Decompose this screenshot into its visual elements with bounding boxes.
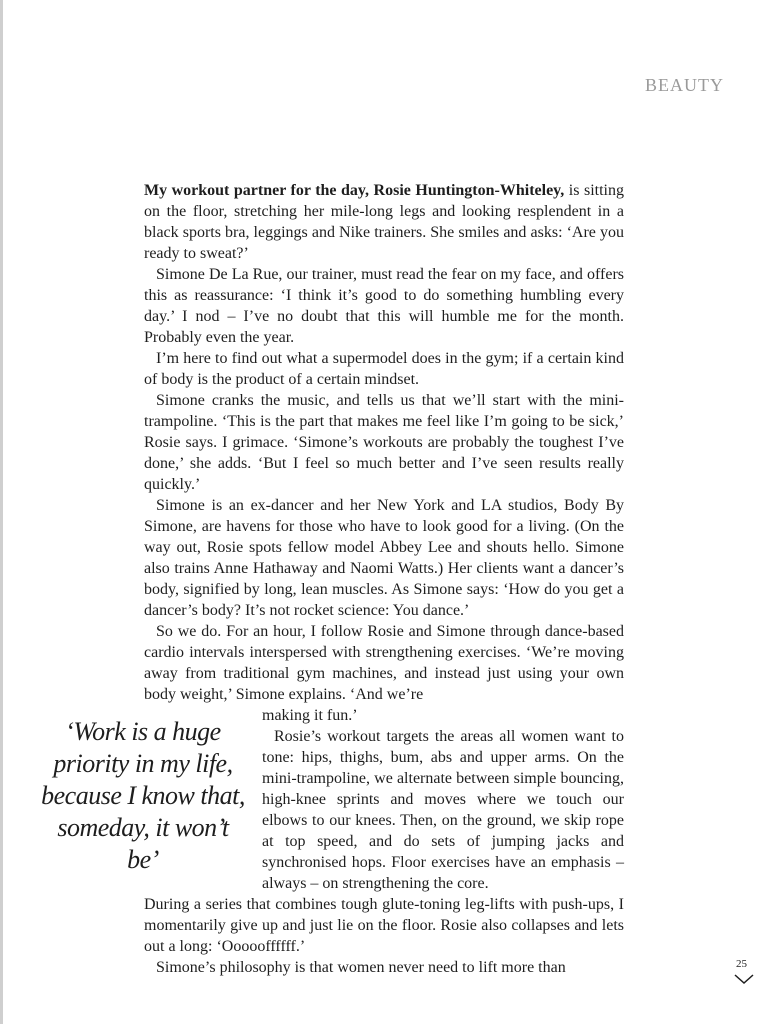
pull-quote: ‘Work is a huge priority in my life, because I know that, someday, it won’t be’ xyxy=(41,717,245,874)
paragraph-7-continued: During a series that combines tough glute-toning leg-lifts with push-ups, I momentarily give up and just lie on the floor. Rosie also collapses and lets out a long: ‘Oooooffffff.’ xyxy=(144,896,624,955)
paragraph-4: Simone cranks the music, and tells us that we’ll start with the mini-trampoline. ‘This is the part that makes me feel like I’m going to be sick,’ Rosie says. I grimace. ‘Simone’s workouts are probably the toughest I’ve done,’ she adds. ‘But I feel so much better and I’ve seen results really quickly.’ xyxy=(144,392,624,493)
paragraph-7: Rosie’s workout targets the areas all women want to tone: hips, thighs, bum, abs and upper arms. On the mini-trampoline, we alternate between simple bouncing, high-knee sprints and moves where we touch our elbows to our knees. Then, on the ground, we skip rope at top speed, and do sets of jumping jacks and synchronised hops. Floor exercises have an emphasis – always – on strengthening the core. xyxy=(262,728,624,892)
paragraph-8: Simone’s philosophy is that women never need to lift more than xyxy=(156,959,566,976)
page-number: 25 xyxy=(736,958,747,970)
paragraph-3: I’m here to find out what a supermodel does in the gym; if a certain kind of body is the product of a certain mindset. xyxy=(144,350,624,388)
paragraph-6-continued: making it fun.’ xyxy=(262,707,358,724)
paragraph-1 xyxy=(144,180,624,264)
paragraph-6: So we do. For an hour, I follow Rosie and Simone through dance-based cardio intervals interspersed with strengthening exercises. ‘We’re moving away from traditional gym machines, and instead just using your own body weight,’ Simone explains. ‘And we’re xyxy=(144,623,624,703)
chevron-down-icon xyxy=(733,972,755,986)
paragraph-2: Simone De La Rue, our trainer, must read the fear on my face, and offers this as reassurance: ‘I think it’s good to do something humbling every day.’ I nod – I’ve no doubt that this will humble me for the month. Probably even the year. xyxy=(144,266,624,346)
lead-in: My workout partner for the day, Rosie Huntington-Whiteley, xyxy=(144,182,565,199)
section-label: BEAUTY xyxy=(645,75,724,95)
page-spine-edge xyxy=(0,0,3,1024)
paragraph-1-text: is sitting on the floor, stretching her mile-long legs and looking resplendent in a black sports bra, leggings and Nike trainers. She smiles and asks: ‘Are you ready to sweat?’ xyxy=(144,182,624,262)
paragraph-5: Simone is an ex-dancer and her New York and LA studios, Body By Simone, are havens for those who have to look good for a living. (On the way out, Rosie spots fellow model Abbey Lee and shouts hello. Simone also trains Anne Hathaway and Naomi Watts.) Her clients want a dancer’s body, signified by long, lean muscles. As Simone says: ‘How do you get a dancer’s body? It’s not rocket science: You dance.’ xyxy=(144,497,624,619)
